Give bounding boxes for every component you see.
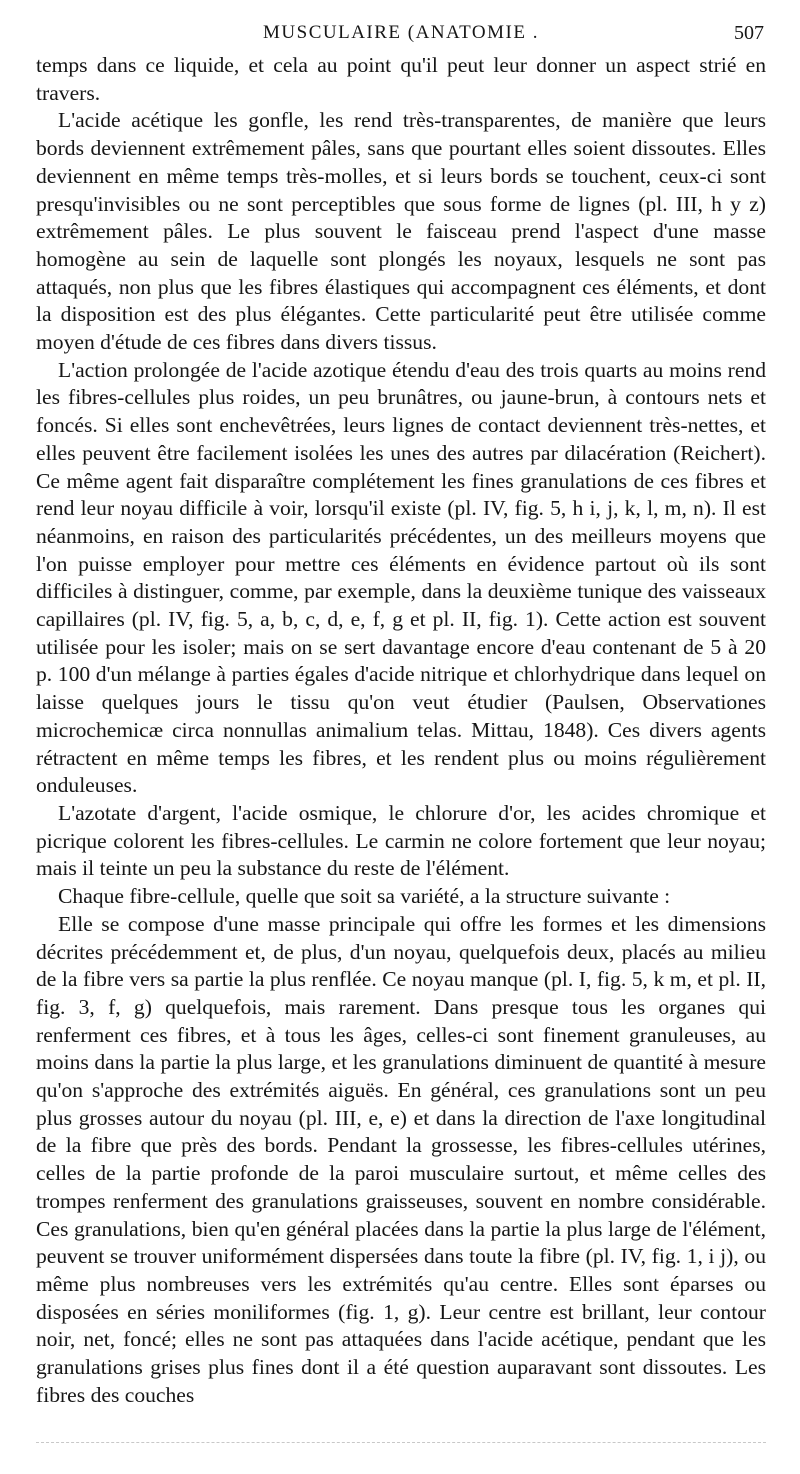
- paragraph-acide-azotique: L'action prolongée de l'acide azotique étendu d'eau des trois quarts au moins rend les fibres-cellules plus roides, un peu brunâtres, ou jaune-brun, à contours nets et foncés. Si elles sont enchevêtrées, leurs lignes de contact deviennent très-nettes, et elles peuvent être facilement isolées les unes des autres par dilacération (Reichert). Ce même agent fait disparaître complétement les fines granulations de ces fibres et rend leur noyau difficile à voir, lorsqu'il existe (pl. IV, fig. 5, h i, j, k, l, m, n). Il est néanmoins, en raison des particularités précédentes, un des meilleurs moyens que l'on puisse employer pour mettre ces éléments en évidence partout où ils sont difficiles à distinguer, comme, par exemple, dans la deuxième tunique des vaisseaux capillaires (pl. IV, fig. 5, a, b, c, d, e, f, g et pl. II, fig. 1). Cette action est souvent utilisée pour les isoler; mais on se sert davantage encore d'eau contenant de 5 à 20 p. 100 d'un mélange à parties égales d'acide nitrique et chlorhydrique dans lequel on laisse quelques jours le tissu qu'on veut étudier (Paulsen, Observationes microchemicæ circa nonnullas animalium telas. Mittau, 1848). Ces divers agents rétractent en même temps les fibres, et les rendent plus ou moins régulièrement onduleuses.: [36, 357, 766, 798]
- paragraph-colorants: L'azotate d'argent, l'acide osmique, le chlorure d'or, les acides chromique et picrique colorent les fibres-cellules. Le carmin ne colore fortement que leur noyau; mais il teinte un peu la substance du reste de l'élément.: [36, 800, 766, 881]
- page-number: 507: [734, 22, 764, 44]
- document-page: [36, 22, 766, 1409]
- page-bottom-rule: [36, 1442, 766, 1443]
- paragraph-structure-intro: Chaque fibre-cellule, quelle que soit sa variété, a la structure suivante :: [58, 884, 671, 909]
- paragraph-acide-acetique: L'acide acétique les gonfle, les rend très-transparentes, de manière que leurs bords deviennent extrêmement pâles, sans que pourtant elles soient dissoutes. Elles deviennent en même temps très-molles, et si leurs bords se touchent, ceux-ci sont presqu'invisibles ou ne sont perceptibles que sous forme de lignes (pl. III, h y z) extrêmement pâles. Le plus souvent le faisceau prend l'aspect d'une masse homogène au sein de laquelle sont plongés les noyaux, lesquels ne sont pas attaqués, non plus que les fibres élastiques qui accompagnent ces éléments, et dont la disposition est des plus élégantes. Cette particularité peut être utilisée comme moyen d'étude de ces fibres dans divers tissus.: [36, 108, 766, 355]
- paragraph-continuation: temps dans ce liquide, et cela au point qu'il peut leur donner un aspect strié en travers.: [36, 53, 766, 105]
- running-title: MUSCULAIRE (ANATOMIE .: [263, 22, 539, 43]
- running-header: [36, 22, 766, 52]
- paragraph-structure-detail: Elle se compose d'une masse principale qui offre les formes et les dimensions décrites précédemment et, de plus, d'un noyau, quelquefois deux, placés au milieu de la fibre vers sa partie la plus renflée. Ce noyau manque (pl. I, fig. 5, k m, et pl. II, fig. 3, f, g) quelquefois, mais rarement. Dans presque tous les organes qui renferment ces fibres, et à tous les âges, celles-ci sont finement granuleuses, au moins dans la partie la plus large, et les granulations diminuent de quantité à mesure qu'on s'approche des extrémités aiguës. En général, ces granulations sont un peu plus grosses autour du noyau (pl. III, e, e) et dans la direction de l'axe longitudinal de la fibre que près des bords. Pendant la grossesse, les fibres-cellules utérines, celles de la partie profonde de la paroi musculaire surtout, et même celles des trompes renferment des granulations graisseuses, souvent en nombre considérable. Ces granulations, bien qu'en général placées dans la partie la plus large de l'élément, peuvent se trouver uniformément dispersées dans toute la fibre (pl. IV, fig. 1, i j), ou même plus nombreuses vers les extrémités qu'au centre. Elles sont éparses ou disposées en séries moniliformes (fig. 1, g). Leur centre est brillant, leur contour noir, net, foncé; elles ne sont pas attaquées dans l'acide acétique, pendant que les granulations grises plus fines dont il a été question auparavant sont dissoutes. Les fibres des couches: [36, 911, 766, 1407]
